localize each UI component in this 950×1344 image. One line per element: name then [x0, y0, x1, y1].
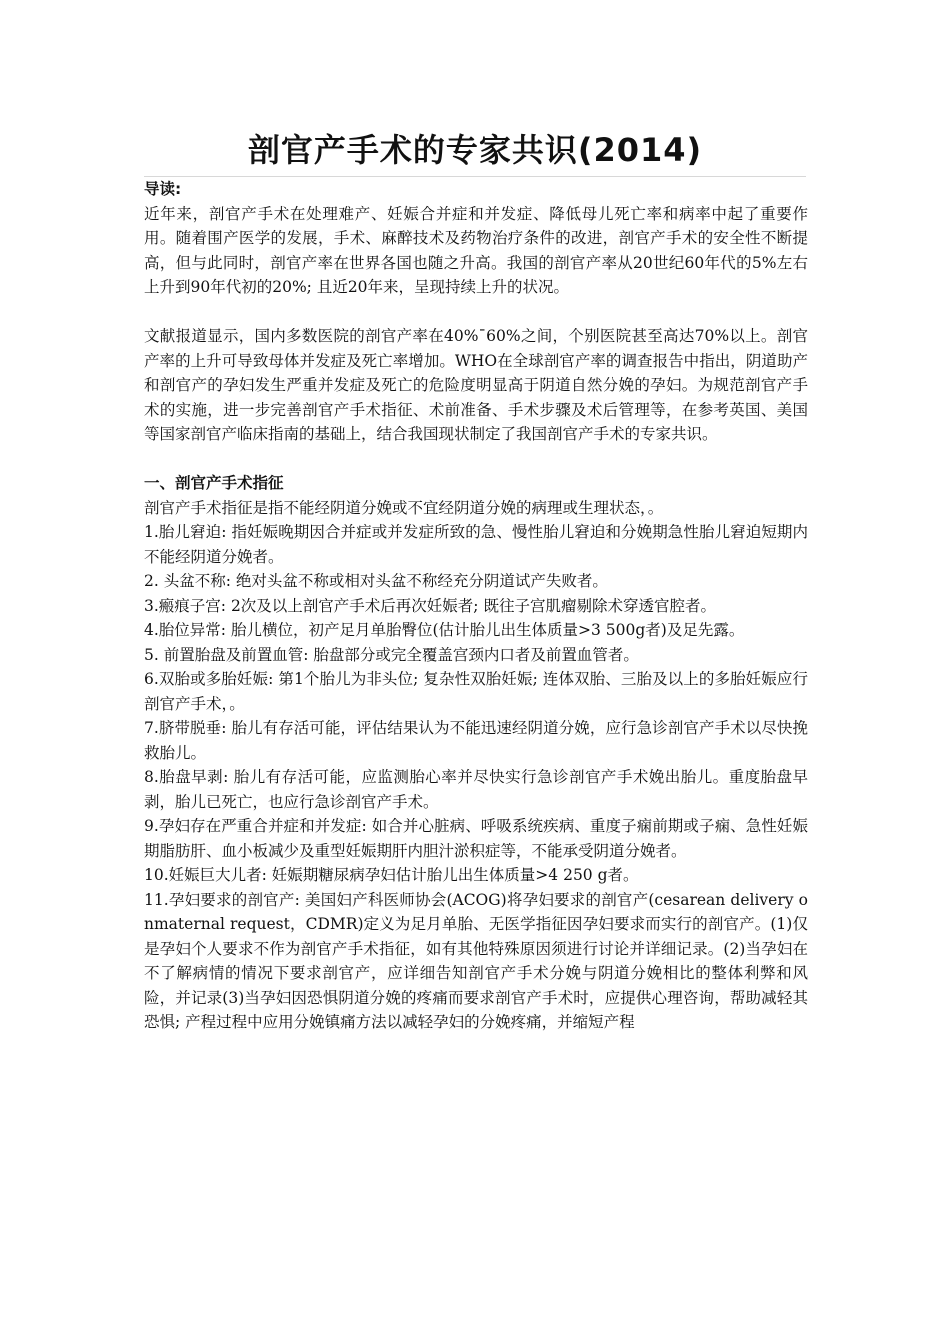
document-body — [144, 177, 808, 1035]
intro-paragraph: 近年来，剖官产手术在处理难产、妊娠合并症和并发症、降低母儿死亡率和病率中起了重要作用。随着围产医学的发展，手术、麻醉技术及药物治疗条件的改进，剖官产手术的安全性不断提高，但与此同时，剖官产率在世界各国也随之升高。我国的剖官产率从20世纪60年代的5%左右上升到90年代初的20%; 且近20年来，呈现持续上升的状况。 — [144, 204, 808, 296]
section-intro: 剖官产手术指征是指不能经阴道分娩或不宜经阴道分娩的病理或生理状态，。 — [144, 498, 664, 517]
paragraph-gap — [144, 300, 808, 325]
section-heading: 一、剖官产手术指征 — [144, 474, 284, 492]
indication-item: 11.孕妇要求的剖官产: 美国妇产科医师协会(ACOG)将孕妇要求的剖官产(cesarean delivery onmaternal request，CDMR)定义为足月单胎、无医学指征因孕妇要求而实行的剖官产。(1)仅是孕妇个人要求不作为剖官产手术指征，如有其他特殊原因须进行讨论并详细记录。(2)当孕妇在不了解病情的情况下要求剖官产，应详细告知剖官产手术分娩与阴道分娩相比的整体利弊和风险，并记录(3)当孕妇因恐惧阴道分娩的疼痛而要求剖官产手术时，应提供心理咨询，帮助减轻其恐惧; 产程过程中应用分娩镇痛方法以减轻孕妇的分娩疼痛，并缩短产程 — [144, 890, 808, 1031]
indication-item: 9.孕妇存在严重合并症和并发症: 如合并心脏病、呼吸系统疾病、重度子痫前期或子痫、急性妊娠期脂肪肝、血小板减少及重型妊娠期肝内胆汁淤积症等，不能承受阴道分娩者。 — [144, 817, 808, 860]
indication-item: 3.瘢痕子宫: 2次及以上剖官产手术后再次妊娠者; 既往子宫肌瘤剔除术穿透官腔者。 — [144, 596, 716, 615]
indication-item: 10.妊娠巨大儿者: 妊娠期糖尿病孕妇估计胎儿出生体质量>4 250 g者。 — [144, 866, 639, 884]
intro-heading: 导读: — [144, 180, 182, 198]
document-title: 剖官产手术的专家共识(2014) — [247, 131, 703, 169]
indication-item: 7.脐带脱垂: 胎儿有存活可能，评估结果认为不能迅速经阴道分娩，应行急诊剖官产手术以尽快挽救胎儿。 — [144, 719, 808, 762]
indication-item: 8.胎盘早剥: 胎儿有存活可能，应监测胎心率并尽快实行急诊剖官产手术娩出胎儿。重度胎盘早剥，胎儿已死亡，也应行急诊剖官产手术。 — [144, 768, 808, 811]
intro-paragraph: 文献报道显示，国内多数医院的剖官产率在40%¯60%之间，个别医院甚至高达70%以上。剖官产率的上升可导致母体并发症及死亡率增加。WHO在全球剖官产率的调查报告中指出，阴道助产和剖官产的孕妇发生严重并发症及死亡的危险度明显高于阴道自然分娩的孕妇。为规范剖官产手术的实施，进一步完善剖官产手术指征、术前准备、手术步骤及术后管理等，在参考英国、美国等国家剖官产临床指南的基础上，结合我国现状制定了我国剖官产手术的专家共识。 — [144, 327, 808, 443]
indication-item: 2. 头盆不称: 绝对头盆不称或相对头盆不称经充分阴道试产失败者。 — [144, 572, 608, 590]
indication-item: 4.胎位异常: 胎儿横位，初产足月单胎臀位(估计胎儿出生体质量>3 500g者)及足先露。 — [144, 621, 745, 639]
indication-item: 5. 前置胎盘及前置血管: 胎盘部分或完全覆盖宫颈内口者及前置血管者。 — [144, 645, 639, 664]
indication-item: 1.胎儿窘迫: 指妊娠晚期因合并症或并发症所致的急、慢性胎儿窘迫和分娩期急性胎儿窘迫短期内不能经阴道分娩者。 — [144, 523, 808, 566]
paragraph-gap — [144, 447, 808, 472]
indication-item: 6.双胎或多胎妊娠: 第1个胎儿为非头位; 复杂性双胎妊娠; 连体双胎、三胎及以上的多胎妊娠应行剖官产手术，。 — [144, 670, 808, 713]
